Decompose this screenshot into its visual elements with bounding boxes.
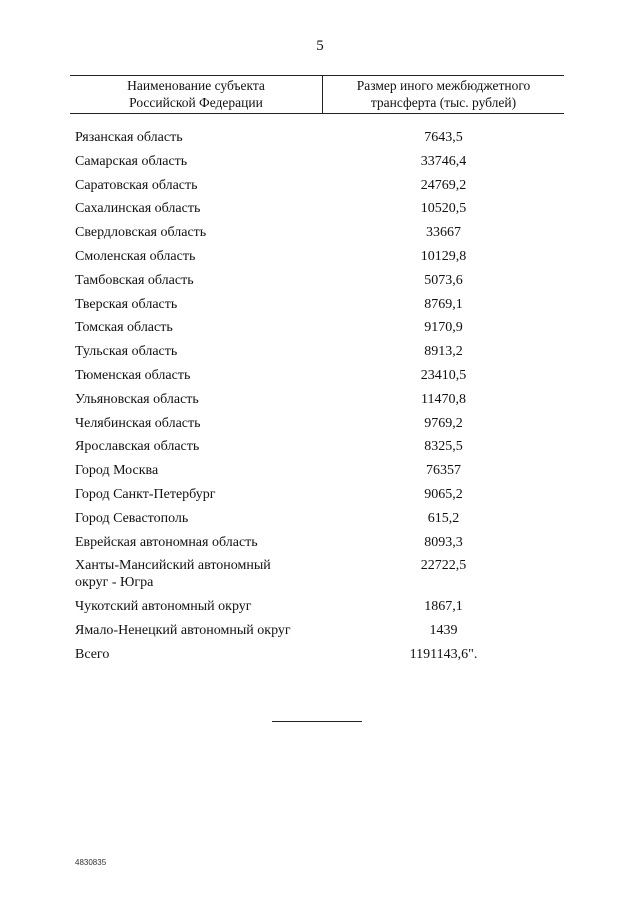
header-subject-name: Наименование субъекта Российской Федерации bbox=[127, 78, 265, 110]
header-bottom-rule bbox=[70, 113, 564, 114]
table-row bbox=[0, 554, 640, 595]
table-row bbox=[0, 221, 640, 245]
document-code: 4830835 bbox=[75, 858, 107, 867]
subject-name-cell: Еврейская автономная область bbox=[75, 534, 258, 550]
transfer-amount-cell: 5073,6 bbox=[424, 272, 463, 288]
subject-name-cell: Тюменская область bbox=[75, 367, 191, 383]
transfer-amount-cell: 9065,2 bbox=[424, 486, 463, 502]
transfer-amount-cell: 1191143,6". bbox=[409, 646, 478, 662]
subject-name-cell: Саратовская область bbox=[75, 177, 198, 193]
table-top-rule bbox=[70, 75, 564, 76]
subject-name-cell: Челябинская область bbox=[75, 415, 201, 431]
transfer-amount-cell: 9769,2 bbox=[424, 415, 463, 431]
transfer-amount-cell: 8093,3 bbox=[424, 534, 463, 550]
table-body bbox=[0, 126, 640, 667]
table-row bbox=[0, 269, 640, 293]
subject-name-cell: Ярославская область bbox=[75, 439, 200, 455]
table-row bbox=[0, 197, 640, 221]
table-row bbox=[0, 643, 640, 667]
table-row bbox=[0, 150, 640, 174]
table-row bbox=[0, 364, 640, 388]
transfer-amount-cell: 33746,4 bbox=[420, 153, 467, 169]
subject-name-cell: Ямало-Ненецкий автономный округ bbox=[75, 623, 291, 639]
subject-name-cell: Чукотский автономный округ bbox=[75, 599, 252, 615]
transfer-amount-cell: 7643,5 bbox=[424, 130, 463, 145]
subject-name-cell: Самарская область bbox=[75, 153, 188, 169]
table-row bbox=[0, 595, 640, 619]
table-row bbox=[0, 126, 640, 150]
table-row bbox=[0, 412, 640, 436]
subject-name-cell: Город Москва bbox=[75, 463, 159, 479]
transfer-amount-cell: 76357 bbox=[426, 463, 461, 479]
transfer-amount-cell: 9170,9 bbox=[424, 320, 463, 336]
table-row bbox=[0, 483, 640, 507]
transfer-amount-cell: 23410,5 bbox=[420, 367, 467, 383]
header-transfer-amount: Размер иного межбюджетного трансферта (тыс. рублей) bbox=[356, 78, 531, 110]
subject-name-cell: Всего bbox=[75, 646, 110, 662]
subject-name-cell: Рязанская область bbox=[75, 130, 183, 145]
table-row bbox=[0, 293, 640, 317]
table-row bbox=[0, 531, 640, 555]
table-row bbox=[0, 340, 640, 364]
table-row bbox=[0, 507, 640, 531]
page-number: 5 bbox=[316, 38, 324, 54]
transfer-amount-cell: 11470,8 bbox=[421, 391, 466, 407]
subject-name-cell: Томская область bbox=[75, 320, 173, 336]
transfer-amount-cell: 1867,1 bbox=[424, 599, 463, 615]
transfer-amount-cell: 615,2 bbox=[427, 510, 460, 526]
table-row bbox=[0, 316, 640, 340]
transfer-amount-cell: 10520,5 bbox=[420, 201, 467, 217]
table-row bbox=[0, 174, 640, 198]
table-row bbox=[0, 388, 640, 412]
subject-name-cell: Ульяновская область bbox=[75, 391, 199, 407]
table-row bbox=[0, 245, 640, 269]
subject-name-cell: Город Севастополь bbox=[75, 510, 189, 526]
subject-name-cell: Тульская область bbox=[75, 344, 178, 360]
transfer-amount-cell: 8325,5 bbox=[424, 439, 463, 455]
transfer-amount-cell: 8769,1 bbox=[424, 296, 463, 312]
subject-name-cell: Тамбовская область bbox=[75, 272, 194, 288]
transfer-amount-cell: 33667 bbox=[426, 225, 461, 241]
subject-name-cell: Ханты-Мансийский автономный округ - Югра bbox=[75, 558, 271, 591]
table-row bbox=[0, 435, 640, 459]
transfer-amount-cell: 10129,8 bbox=[420, 248, 467, 264]
transfer-amount-cell: 24769,2 bbox=[420, 177, 467, 193]
subject-name-cell: Тверская область bbox=[75, 296, 178, 312]
subject-name-cell: Смоленская область bbox=[75, 248, 196, 264]
subject-name-cell: Сахалинская область bbox=[75, 201, 201, 217]
table-row bbox=[0, 459, 640, 483]
table-row bbox=[0, 619, 640, 643]
transfer-amount-cell: 8913,2 bbox=[424, 344, 463, 360]
transfer-amount-cell: 22722,5 bbox=[420, 558, 467, 574]
closing-rule bbox=[272, 721, 362, 722]
subject-name-cell: Город Санкт-Петербург bbox=[75, 486, 216, 502]
subject-name-cell: Свердловская область bbox=[75, 225, 207, 241]
transfer-amount-cell: 1439 bbox=[429, 623, 458, 639]
